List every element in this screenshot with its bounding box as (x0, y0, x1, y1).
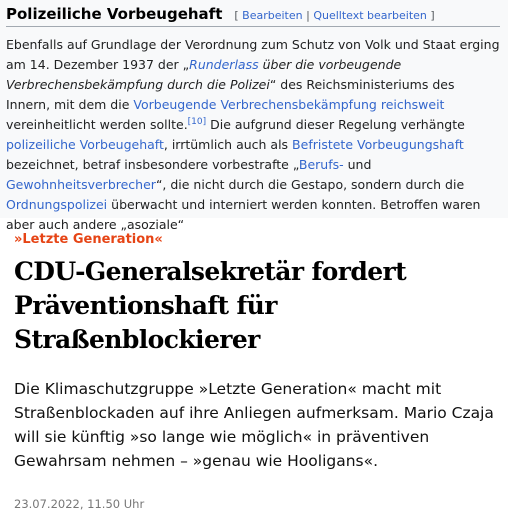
text: Ebenfalls auf Grundlage der Verordnung zum Schutz von Volk und Staat erging am 14. Dezember 1937 der (6, 37, 500, 72)
text: bezeichnet, betraf insbesondere vorbestrafte „ (6, 157, 299, 172)
link-ordnungspolizei[interactable]: Ordnungspolizei (6, 197, 108, 212)
article-timestamp: 23.07.2022, 11.50 Uhr (14, 497, 145, 511)
edit-link[interactable]: Bearbeiten (242, 9, 303, 22)
section-heading: Polizeiliche Vorbeugehaft (6, 5, 223, 23)
text: überwacht und interniert werden konnten. Betroffen waren aber auch andere „asoziale“ (6, 197, 481, 232)
link-berufsverbrecher[interactable]: Berufs- (298, 157, 344, 172)
italic-title: über die vorbeugende Verbrechensbekämpfung durch die Polizei (6, 57, 402, 92)
edit-source-link[interactable]: Quelltext bearbeiten (313, 9, 427, 22)
text: “ des Reichsministeriums des Innern, mit dem die (6, 77, 455, 112)
link-befristete-vorbeugungshaft[interactable]: Befristete Vorbeugungshaft (292, 137, 464, 152)
article-lead: Die Klimaschutzgruppe »Letzte Generation« macht mit Straßenblockaden auf ihre Anliegen aufmerksam. Mario Czaja will sie künftig »so lange wie möglich« in präventiven Gewahrsam nehmen – »genau wie Hooligans«. (14, 380, 494, 470)
link-vorbeugende-verbrechensbekaempfung[interactable]: Vorbeugende Verbrechensbekämpfung reichsweit (133, 97, 445, 112)
edit-links (234, 9, 434, 22)
link-gewohnheitsverbrecher[interactable]: Gewohnheitsverbrecher (6, 177, 156, 192)
text: Die aufgrund dieser Regelung verhängte (206, 117, 465, 132)
text: vereinheitlicht werden sollte. (6, 117, 188, 132)
bracket-open: [ (234, 9, 243, 22)
section-header (6, 5, 500, 27)
wiki-paragraph (6, 35, 500, 235)
reference-link[interactable]: [10] (187, 116, 207, 127)
text: , irrtümlich auch als (163, 137, 293, 152)
news-article (0, 232, 508, 511)
link-runderlass[interactable]: Runderlass (189, 57, 259, 72)
text: „ (182, 57, 190, 72)
link-polizeiliche-vorbeugehaft[interactable]: polizeiliche Vorbeugehaft (6, 137, 164, 152)
text: und (343, 157, 372, 172)
edit-separator: | (302, 9, 314, 22)
bracket-close: ] (426, 9, 435, 22)
article-kicker: »Letzte Generation« (14, 232, 163, 247)
text: “, die nicht durch die Gestapo, sondern durch die (155, 177, 465, 192)
article-headline[interactable]: CDU-Generalsekretär fordert Präventionshaft für Straßenblockierer (14, 257, 407, 354)
wiki-excerpt (0, 0, 508, 232)
